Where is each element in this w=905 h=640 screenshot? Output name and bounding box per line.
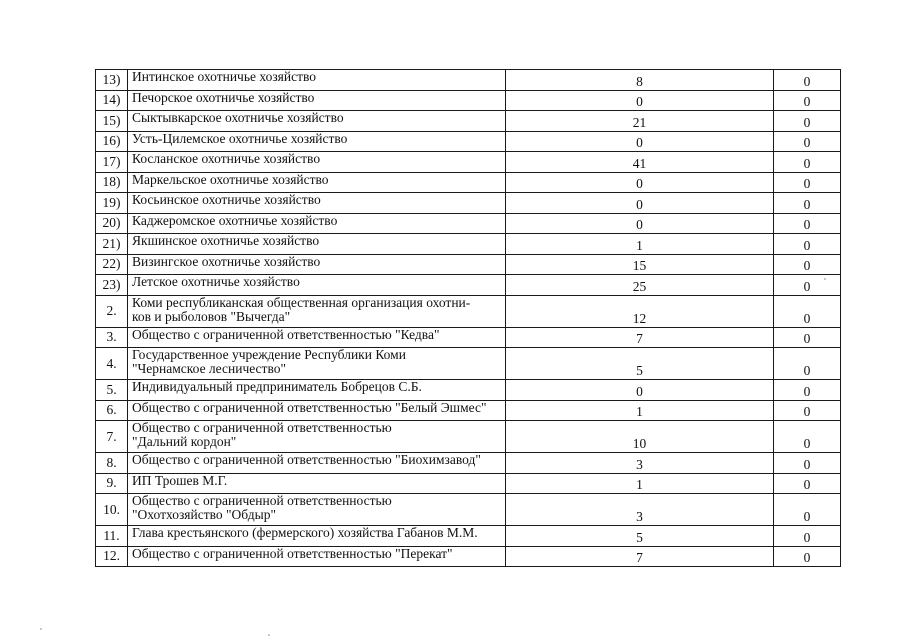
row-number: 13) <box>96 70 128 91</box>
row-name: Усть-Цилемское охотничье хозяйство <box>128 131 506 152</box>
row-name: Летское охотничье хозяйство <box>128 275 506 296</box>
row-value-1: 12 <box>506 295 774 327</box>
row-number: 14) <box>96 90 128 111</box>
table-row <box>96 90 841 111</box>
table-row <box>96 453 841 474</box>
row-value-1: 3 <box>506 453 774 474</box>
row-number: 2. <box>96 295 128 327</box>
row-name: Визингское охотничье хозяйство <box>128 254 506 275</box>
row-value-2: 0 <box>774 380 841 401</box>
row-name: Общество с ограниченной ответственностью "Кедва" <box>128 327 506 348</box>
row-value-1: 8 <box>506 70 774 91</box>
row-name: Сыктывкарское охотничье хозяйство <box>128 111 506 132</box>
table-body <box>96 70 841 567</box>
row-name-line-1: Общество с ограниченной ответственностью <box>132 493 392 508</box>
row-value-1: 5 <box>506 526 774 547</box>
row-value-1: 25 <box>506 275 774 296</box>
row-value-1: 1 <box>506 234 774 255</box>
row-name: Общество с ограниченной ответственностью "Перекат" <box>128 546 506 567</box>
row-value-2: 0 <box>774 473 841 494</box>
row-name: Печорское охотничье хозяйство <box>128 90 506 111</box>
table-row <box>96 193 841 214</box>
row-name: ИП Трошев М.Г. <box>128 473 506 494</box>
row-value-1: 1 <box>506 473 774 494</box>
row-value-2: 0 <box>774 70 841 91</box>
row-number: 6. <box>96 400 128 421</box>
row-name: Общество с ограниченной ответственностью "Биохимзавод" <box>128 453 506 474</box>
row-name: Маркельское охотничье хозяйство <box>128 172 506 193</box>
table-row <box>96 234 841 255</box>
row-number: 20) <box>96 213 128 234</box>
row-value-1: 1 <box>506 400 774 421</box>
table-row <box>96 473 841 494</box>
row-value-2: 0 <box>774 254 841 275</box>
table-row <box>96 400 841 421</box>
row-value-1: 7 <box>506 546 774 567</box>
row-value-1: 41 <box>506 152 774 173</box>
table-row <box>96 152 841 173</box>
row-value-1: 10 <box>506 421 774 453</box>
row-value-2: 0 <box>774 400 841 421</box>
row-number: 4. <box>96 348 128 380</box>
row-name-line-2: "Дальний кордон" <box>132 434 237 449</box>
row-value-2: 0 <box>774 421 841 453</box>
table-row <box>96 494 841 526</box>
row-number: 9. <box>96 473 128 494</box>
row-value-2: 0 <box>774 234 841 255</box>
row-name: Каджеромское охотничье хозяйство <box>128 213 506 234</box>
row-name: Косланское охотничье хозяйство <box>128 152 506 173</box>
row-name-line-2: "Чернамское лесничество" <box>132 361 286 376</box>
row-value-1: 0 <box>506 90 774 111</box>
row-number: 17) <box>96 152 128 173</box>
table-row <box>96 421 841 453</box>
hunting-farms-table <box>95 69 841 567</box>
row-value-2: 0 <box>774 348 841 380</box>
row-number: 18) <box>96 172 128 193</box>
row-value-2: 0 <box>774 90 841 111</box>
row-value-2: 0 <box>774 546 841 567</box>
row-value-1: 0 <box>506 380 774 401</box>
row-value-2: 0 <box>774 494 841 526</box>
row-name-line-2: ков и рыболовов "Вычегда" <box>132 308 291 324</box>
row-number: 10. <box>96 494 128 526</box>
row-value-1: 21 <box>506 111 774 132</box>
row-value-2: 0 <box>774 131 841 152</box>
row-name-line-2: "Охотхозяйство "Обдыр" <box>132 507 277 522</box>
table-row <box>96 172 841 193</box>
row-value-2: 0 <box>774 111 841 132</box>
row-number: 7. <box>96 421 128 453</box>
row-number: 16) <box>96 131 128 152</box>
row-name: Интинское охотничье хозяйство <box>128 70 506 91</box>
row-value-2: 0 <box>774 152 841 173</box>
row-number: 21) <box>96 234 128 255</box>
table-row <box>96 131 841 152</box>
table-row <box>96 254 841 275</box>
row-name: Косьинское охотничье хозяйство <box>128 193 506 214</box>
table-row <box>96 348 841 380</box>
table-row <box>96 70 841 91</box>
row-number: 8. <box>96 453 128 474</box>
table-row <box>96 526 841 547</box>
row-value-2: 0 <box>774 213 841 234</box>
row-name <box>128 348 506 380</box>
scan-speck <box>268 634 270 636</box>
table-row <box>96 327 841 348</box>
row-number: 12. <box>96 546 128 567</box>
table-row <box>96 275 841 296</box>
row-name-line-1: Государственное учреждение Республики Коми <box>132 347 406 362</box>
table-row <box>96 546 841 567</box>
row-value-2: 0 <box>774 327 841 348</box>
row-number: 23) <box>96 275 128 296</box>
row-name-line-1: Коми республиканская общественная организация охотни- <box>132 295 471 310</box>
row-name-line-1: Общество с ограниченной ответственностью <box>132 420 392 435</box>
row-number: 22) <box>96 254 128 275</box>
row-value-2: 0 <box>774 453 841 474</box>
row-value-2: 0 <box>774 193 841 214</box>
row-value-1: 0 <box>506 193 774 214</box>
scan-speck <box>824 278 826 280</box>
row-name <box>128 494 506 526</box>
row-name <box>128 295 506 327</box>
row-name: Общество с ограниченной ответственностью "Белый Эшмес" <box>128 400 506 421</box>
row-name <box>128 421 506 453</box>
row-number: 5. <box>96 380 128 401</box>
row-value-1: 0 <box>506 172 774 193</box>
row-value-2: 0 <box>774 172 841 193</box>
row-value-1: 7 <box>506 327 774 348</box>
row-number: 15) <box>96 111 128 132</box>
scan-speck <box>40 628 42 630</box>
row-value-1: 0 <box>506 213 774 234</box>
row-number: 3. <box>96 327 128 348</box>
row-value-2: 0 <box>774 526 841 547</box>
row-name: Якшинское охотничье хозяйство <box>128 234 506 255</box>
row-value-1: 5 <box>506 348 774 380</box>
row-number: 19) <box>96 193 128 214</box>
row-name: Индивидуальный предприниматель Бобрецов С.Б. <box>128 380 506 401</box>
table-row <box>96 111 841 132</box>
row-value-1: 3 <box>506 494 774 526</box>
row-value-1: 15 <box>506 254 774 275</box>
row-value-2: 0 <box>774 295 841 327</box>
row-name: Глава крестьянского (фермерского) хозяйства Габанов М.М. <box>128 526 506 547</box>
table-row <box>96 380 841 401</box>
table-row <box>96 295 841 327</box>
row-value-1: 0 <box>506 131 774 152</box>
row-number: 11. <box>96 526 128 547</box>
table-row <box>96 213 841 234</box>
row-value-2: 0 <box>774 275 841 296</box>
